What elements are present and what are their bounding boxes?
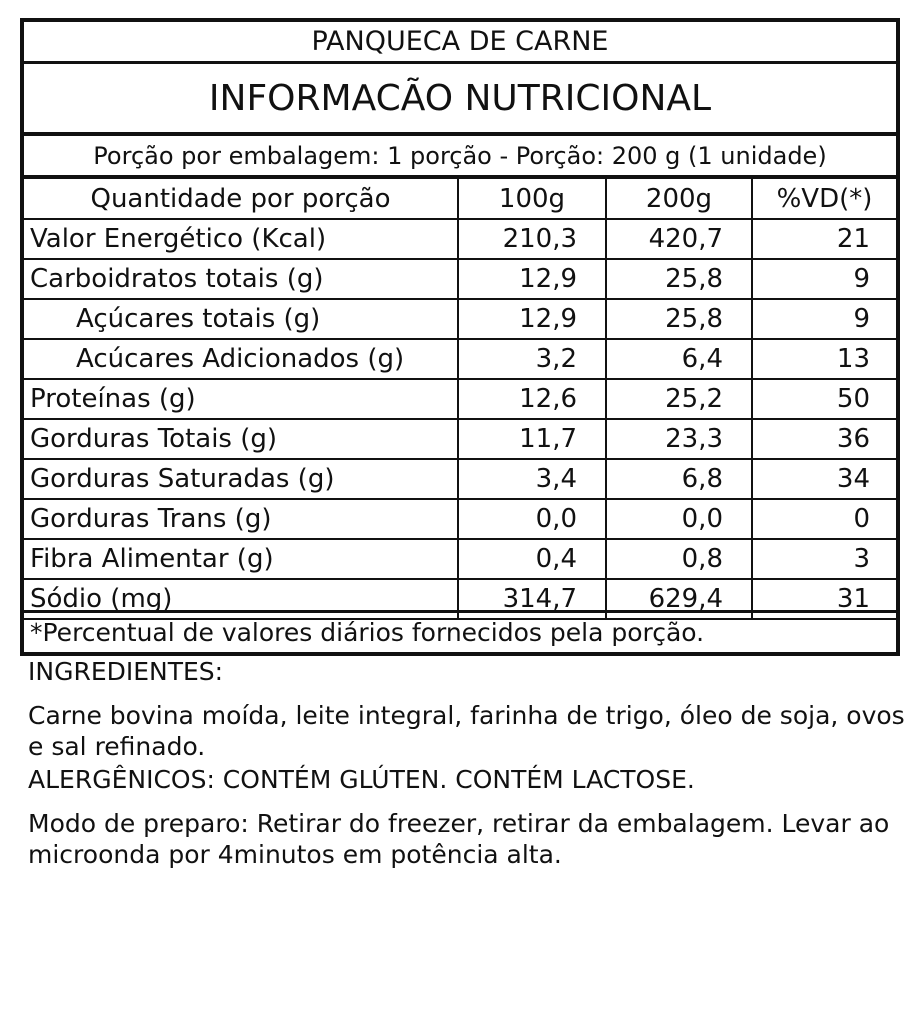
- value-100g: 314,7: [458, 579, 606, 619]
- value-100g: 210,3: [458, 219, 606, 259]
- nutrient-label: Açúcares totais (g): [24, 299, 458, 339]
- header-100g: 100g: [458, 179, 606, 219]
- value-vd: 0: [752, 499, 896, 539]
- value-vd: 9: [752, 299, 896, 339]
- nutrient-label: Gorduras Totais (g): [24, 419, 458, 459]
- value-200g: 23,3: [606, 419, 752, 459]
- nutrition-label: [20, 18, 900, 656]
- table-row: [24, 219, 896, 259]
- header-vd: %VD(*): [752, 179, 896, 219]
- value-200g: 6,4: [606, 339, 752, 379]
- portion-info: Porção por embalagem: 1 porção - Porção: 200 g (1 unidade): [24, 136, 896, 179]
- value-100g: 12,9: [458, 259, 606, 299]
- value-vd: 9: [752, 259, 896, 299]
- value-200g: 25,8: [606, 299, 752, 339]
- table-header-row: [24, 179, 896, 219]
- table-title: INFORMACÃO NUTRICIONAL: [24, 64, 896, 136]
- value-100g: 11,7: [458, 419, 606, 459]
- value-200g: 25,2: [606, 379, 752, 419]
- value-vd: 50: [752, 379, 896, 419]
- value-200g: 420,7: [606, 219, 752, 259]
- value-vd: 31: [752, 579, 896, 619]
- ingredients-heading: INGREDIENTES:: [28, 657, 224, 686]
- table-row: [24, 299, 896, 339]
- value-vd: 21: [752, 219, 896, 259]
- value-100g: 3,4: [458, 459, 606, 499]
- value-100g: 3,2: [458, 339, 606, 379]
- value-vd: 34: [752, 459, 896, 499]
- value-100g: 0,0: [458, 499, 606, 539]
- nutrient-label: Gorduras Trans (g): [24, 499, 458, 539]
- table-row: [24, 539, 896, 579]
- value-200g: 6,8: [606, 459, 752, 499]
- nutrient-label: Sódio (mg): [24, 579, 458, 619]
- table-row: [24, 419, 896, 459]
- nutrient-label: Gorduras Saturadas (g): [24, 459, 458, 499]
- value-100g: 12,9: [458, 299, 606, 339]
- table-row: [24, 459, 896, 499]
- nutrient-label: Acúcares Adicionados (g): [24, 339, 458, 379]
- value-100g: 0,4: [458, 539, 606, 579]
- value-200g: 629,4: [606, 579, 752, 619]
- nutrient-label: Proteínas (g): [24, 379, 458, 419]
- nutrient-label: Carboidratos totais (g): [24, 259, 458, 299]
- preparation-text: Modo de preparo: Retirar do freezer, retirar da embalagem. Levar ao microonda por 4minutos em potência alta.: [28, 809, 890, 869]
- allergens-text: ALERGÊNICOS: CONTÉM GLÚTEN. CONTÉM LACTOSE.: [28, 765, 695, 794]
- header-quantity: Quantidade por porção: [24, 179, 458, 219]
- value-100g: 12,6: [458, 379, 606, 419]
- table-row: [24, 259, 896, 299]
- table-row: [24, 339, 896, 379]
- nutrient-label: Valor Energético (Kcal): [24, 219, 458, 259]
- value-vd: 3: [752, 539, 896, 579]
- footnote: *Percentual de valores diários fornecidos pela porção.: [24, 610, 896, 652]
- nutrient-label: Fibra Alimentar (g): [24, 539, 458, 579]
- ingredients-text: Carne bovina moída, leite integral, farinha de trigo, óleo de soja, ovos e sal refinado.: [28, 701, 905, 761]
- value-vd: 13: [752, 339, 896, 379]
- value-200g: 25,8: [606, 259, 752, 299]
- product-name: PANQUECA DE CARNE: [24, 22, 896, 64]
- table-row: [24, 499, 896, 539]
- value-200g: 0,0: [606, 499, 752, 539]
- table-row: [24, 379, 896, 419]
- nutrition-table: [24, 179, 896, 620]
- value-vd: 36: [752, 419, 896, 459]
- header-200g: 200g: [606, 179, 752, 219]
- value-200g: 0,8: [606, 539, 752, 579]
